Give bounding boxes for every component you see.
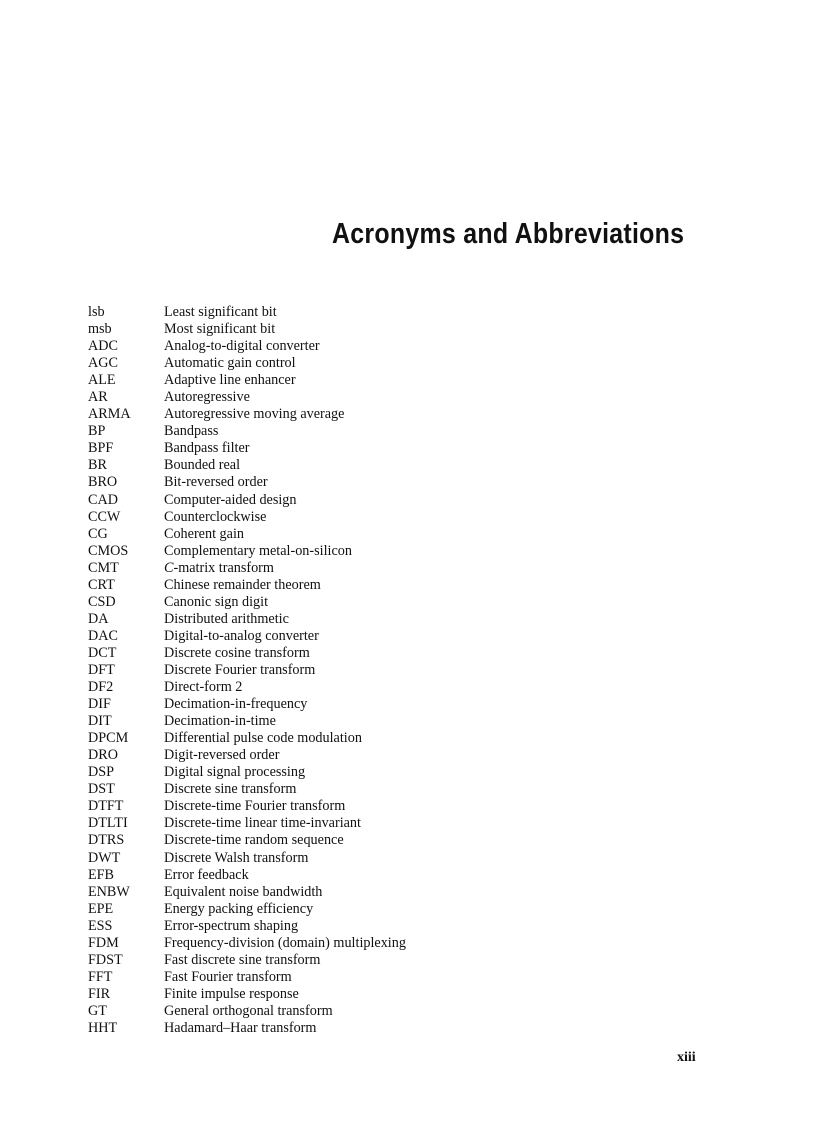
definition: Digit-reversed order [164,747,280,764]
abbreviation-list [88,304,406,1037]
list-item [88,577,406,594]
definition: Discrete-time linear time-invariant [164,815,361,832]
list-item [88,969,406,986]
definition: Autoregressive [164,389,250,406]
list-item [88,679,406,696]
definition: Analog-to-digital converter [164,338,320,355]
list-item [88,713,406,730]
list-item [88,1020,406,1037]
definition: Complementary metal-on-silicon [164,542,352,559]
definition: Coherent gain [164,525,244,542]
list-item [88,645,406,662]
list-item [88,850,406,867]
definition: Direct-form 2 [164,679,243,696]
abbreviation: FFT [88,968,113,985]
abbreviation: AR [88,389,108,406]
abbreviation: DRO [88,747,118,764]
abbreviation: BR [88,457,107,474]
abbreviation: DTRS [88,832,125,849]
list-item [88,594,406,611]
definition: Fast Fourier transform [164,968,292,985]
page-title: Acronyms and Abbreviations [332,218,685,250]
abbreviation: msb [88,321,112,338]
list-item [88,440,406,457]
list-item [88,696,406,713]
abbreviation: DIF [88,696,111,713]
definition: Bandpass filter [164,440,250,457]
definition: Canonic sign digit [164,593,269,610]
definition: Finite impulse response [164,985,299,1002]
abbreviation: CSD [88,593,116,610]
definition: Digital signal processing [164,764,306,781]
abbreviation: CG [88,525,108,542]
abbreviation: ADC [88,338,118,355]
abbreviation: BP [88,423,106,440]
list-item [88,935,406,952]
list-item [88,543,406,560]
list-item [88,901,406,918]
list-item [88,526,406,543]
list-item [88,355,406,372]
list-item [88,457,406,474]
definition: Chinese remainder theorem [164,576,321,593]
definition: Discrete Walsh transform [164,849,309,866]
abbreviation: DF2 [88,679,114,696]
abbreviation: lsb [88,304,105,320]
abbreviation: FIR [88,985,111,1002]
abbreviation: ESS [88,917,113,934]
abbreviation: BRO [88,474,118,491]
abbreviation: CAD [88,491,118,508]
list-item [88,474,406,491]
list-item [88,867,406,884]
page-number: xiii [677,1050,696,1065]
list-item [88,918,406,935]
abbreviation: DST [88,781,115,798]
abbreviation: ALE [88,372,116,389]
list-item [88,492,406,509]
abbreviation: EPE [88,900,114,917]
list-item [88,781,406,798]
abbreviation: DCT [88,644,117,661]
definition: Bandpass [164,423,219,440]
definition: Counterclockwise [164,508,267,525]
list-item [88,832,406,849]
abbreviation: ARMA [88,406,131,423]
definition: Frequency-division (domain) multiplexing [164,934,406,951]
list-item [88,509,406,526]
definition: Error-spectrum shaping [164,917,299,934]
list-item [88,662,406,679]
list-item [88,747,406,764]
abbreviation: DIT [88,713,112,730]
list-item [88,815,406,832]
list-item [88,798,406,815]
list-item [88,406,406,423]
abbreviation: DAC [88,627,118,644]
definition: Most significant bit [164,321,276,338]
abbreviation: DTFT [88,798,124,815]
definition: Bounded real [164,457,241,474]
definition: Autoregressive moving average [164,406,345,423]
definition: Discrete-time Fourier transform [164,798,346,815]
definition: Distributed arithmetic [164,610,289,627]
abbreviation: DSP [88,764,115,781]
list-item [88,372,406,389]
abbreviation: DWT [88,849,121,866]
abbreviation: BPF [88,440,114,457]
definition: Error feedback [164,866,249,883]
definition: General orthogonal transform [164,1002,333,1019]
definition: Equivalent noise bandwidth [164,883,323,900]
definition: Fast discrete sine transform [164,951,321,968]
list-item [88,1003,406,1020]
abbreviation: GT [88,1002,107,1019]
list-item [88,423,406,440]
list-item [88,321,406,338]
definition: Least significant bit [164,304,277,320]
list-item [88,986,406,1003]
definition: Decimation-in-frequency [164,696,308,713]
abbreviation: CMOS [88,542,129,559]
definition: Bit-reversed order [164,474,268,491]
definition: Discrete-time random sequence [164,832,344,849]
definition: Differential pulse code modulation [164,730,362,747]
list-item [88,338,406,355]
abbreviation: EFB [88,866,115,883]
abbreviation: CRT [88,576,115,593]
definition: Decimation-in-time [164,713,276,730]
abbreviation: CMT [88,559,119,576]
abbreviation: HHT [88,1019,118,1036]
list-item [88,304,406,321]
abbreviation: AGC [88,355,118,372]
list-item [88,389,406,406]
list-item [88,628,406,645]
definition: Automatic gain control [164,355,296,372]
definition: Computer-aided design [164,491,297,508]
list-item [88,611,406,628]
definition: Discrete sine transform [164,781,297,798]
definition: Adaptive line enhancer [164,372,296,389]
abbreviation: DFT [88,661,115,678]
abbreviation: DTLTI [88,815,128,832]
definition: Hadamard–Haar transform [164,1019,317,1036]
abbreviation: DA [88,610,109,627]
definition: C-matrix transform [164,559,274,576]
abbreviation: FDST [88,951,123,968]
abbreviation: CCW [88,508,121,525]
list-item [88,884,406,901]
abbreviation: ENBW [88,883,130,900]
abbreviation: DPCM [88,730,129,747]
definition: Discrete Fourier transform [164,661,316,678]
definition: Energy packing efficiency [164,900,314,917]
definition: Digital-to-analog converter [164,627,319,644]
list-item [88,952,406,969]
list-item [88,764,406,781]
abbreviation: FDM [88,934,119,951]
list-item [88,560,406,577]
list-item [88,730,406,747]
definition: Discrete cosine transform [164,644,310,661]
